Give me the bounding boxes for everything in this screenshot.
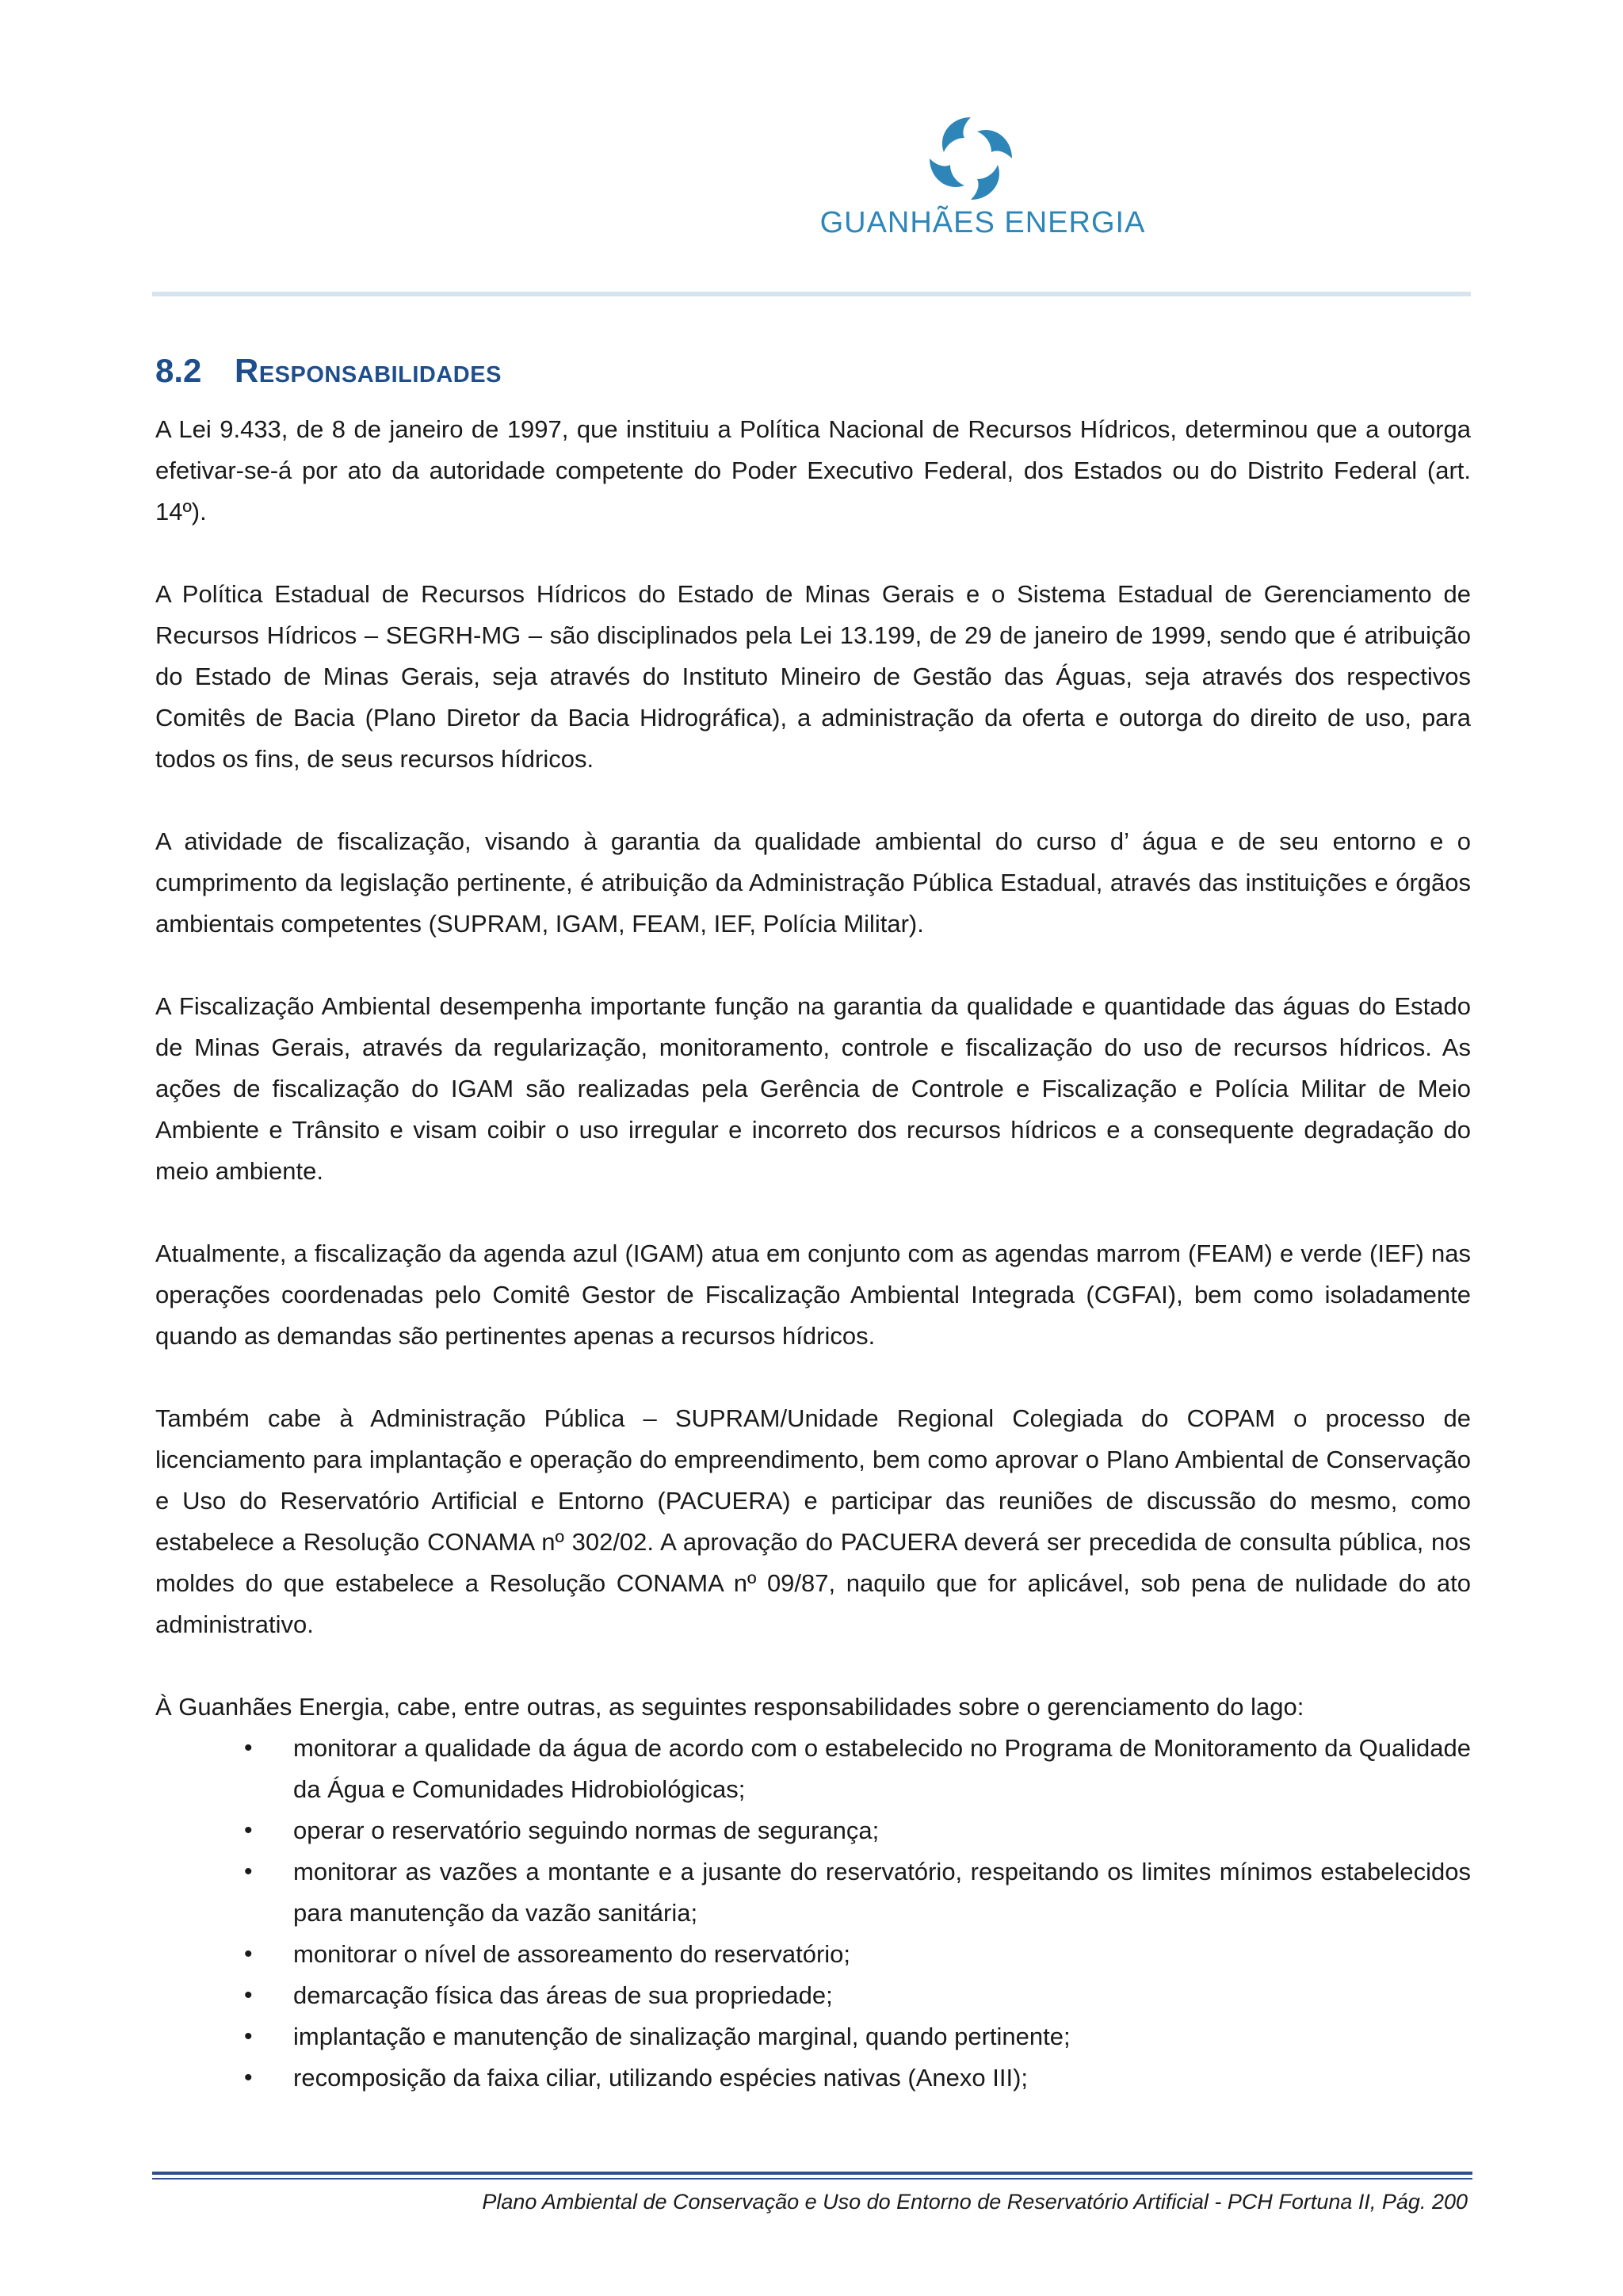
list-item-text: implantação e manutenção de sinalização marginal, quando pertinente;: [293, 2023, 1071, 2050]
paragraph: À Guanhães Energia, cabe, entre outras, as seguintes responsabilidades sobre o gerenciamento do lago:: [155, 1693, 1304, 1721]
company-logo: [816, 103, 1149, 246]
list-item: [244, 1728, 1471, 1810]
section-number: 8.2: [155, 352, 202, 389]
list-item-text: monitorar o nível de assoreamento do reservatório;: [293, 1940, 851, 1968]
paragraph: A atividade de fiscalização, visando à garantia da qualidade ambiental do curso d’ água e de seu entorno e o cumprimento da legislação pertinente, é atribuição da Administração Pública Estadual, através das instituições e órgãos ambientais competentes (SUPRAM, IGAM, FEAM, IEF, Polícia Militar).: [155, 827, 1471, 938]
section-title: Responsabilidades: [235, 352, 502, 389]
bullet-icon: •: [244, 2065, 253, 2091]
list-item: [244, 2057, 1471, 2099]
list-item-text: recomposição da faixa ciliar, utilizando espécies nativas (Anexo III);: [293, 2064, 1029, 2092]
list-item: [244, 1851, 1471, 1934]
footer-divider-thin: [152, 2178, 1472, 2179]
bullet-icon: •: [244, 1817, 253, 1843]
responsibilities-list: [155, 1728, 1471, 2099]
bullet-icon: •: [244, 1859, 253, 1885]
guanhaes-swirl-icon: [923, 111, 1018, 206]
paragraph: A Fiscalização Ambiental desempenha importante função na garantia da qualidade e quantidade das águas do Estado de Minas Gerais, através da regularização, monitoramento, controle e fiscalização do uso de recursos hídricos. As ações de fiscalização do IGAM são realizadas pela Gerência de Controle e Fiscalização e Polícia Militar de Meio Ambiente e Trânsito e visam coibir o uso irregular e incorreto dos recursos hídricos e a consequente degradação do meio ambiente.: [155, 992, 1471, 1185]
list-item-text: demarcação física das áreas de sua propriedade;: [293, 1981, 833, 2009]
page-footer: Plano Ambiental de Conservação e Uso do Entorno de Reservatório Artificial - PCH Fortuna II, Pág. 200: [482, 2190, 1468, 2214]
section-heading: [155, 347, 1471, 395]
list-item-text: monitorar as vazões a montante e a jusante do reservatório, respeitando os limites mínimos estabelecidos para manutenção da vazão sanitária;: [293, 1858, 1471, 1927]
paragraph: Também cabe à Administração Pública – SUPRAM/Unidade Regional Colegiada do COPAM o processo de licenciamento para implantação e operação do empreendimento, bem como aprovar o Plano Ambiental de Conservação e Uso do Reservatório Artificial e Entorno (PACUERA) e participar das reuniões de discussão do mesmo, como estabelece a Resolução CONAMA nº 302/02. A aprovação do PACUERA deverá ser precedida de consulta pública, nos moldes do que estabelece a Resolução CONAMA nº 09/87, naquilo que for aplicável, sob pena de nulidade do ato administrativo.: [155, 1404, 1471, 1638]
list-item: [244, 2016, 1471, 2057]
bullet-icon: •: [244, 1735, 253, 1761]
company-logo-text: GUANHÃES ENERGIA: [819, 206, 1146, 239]
paragraph: A Política Estadual de Recursos Hídricos do Estado de Minas Gerais e o Sistema Estadual de Gerenciamento de Recursos Hídricos – SEGRH-MG – são disciplinados pela Lei 13.199, de 29 de janeiro de 1999, sendo que é atribuição do Estado de Minas Gerais, seja através do Instituto Mineiro de Gestão das Águas, seja através dos respectivos Comitês de Bacia (Plano Diretor da Bacia Hidrográfica), a administração da oferta e outorga do direito de uso, para todos os fins, de seus recursos hídricos.: [155, 580, 1471, 773]
paragraph: Atualmente, a fiscalização da agenda azul (IGAM) atua em conjunto com as agendas marrom (FEAM) e verde (IEF) nas operações coordenadas pelo Comitê Gestor de Fiscalização Ambiental Integrada (CGFAI), bem como isoladamente quando as demandas são pertinentes apenas a recursos hídricos.: [155, 1240, 1471, 1350]
bullet-icon: •: [244, 1982, 253, 2008]
list-item-text: operar o reservatório seguindo normas de segurança;: [293, 1817, 880, 1844]
header-divider: [152, 292, 1471, 296]
document-body: [155, 347, 1471, 2099]
list-item: [244, 1975, 1471, 2016]
list-item: [244, 1810, 1471, 1851]
bullet-icon: •: [244, 1941, 253, 1967]
bullet-icon: •: [244, 2023, 253, 2050]
footer-divider: [152, 2172, 1472, 2175]
list-item-text: monitorar a qualidade da água de acordo com o estabelecido no Programa de Monitoramento da Qualidade da Água e Comunidades Hidrobiológicas;: [293, 1734, 1471, 1803]
list-item: [244, 1934, 1471, 1975]
paragraph: A Lei 9.433, de 8 de janeiro de 1997, que instituiu a Política Nacional de Recursos Hídricos, determinou que a outorga efetivar-se-á por ato da autoridade competente do Poder Executivo Federal, dos Estados ou do Distrito Federal (art. 14º).: [155, 415, 1471, 525]
